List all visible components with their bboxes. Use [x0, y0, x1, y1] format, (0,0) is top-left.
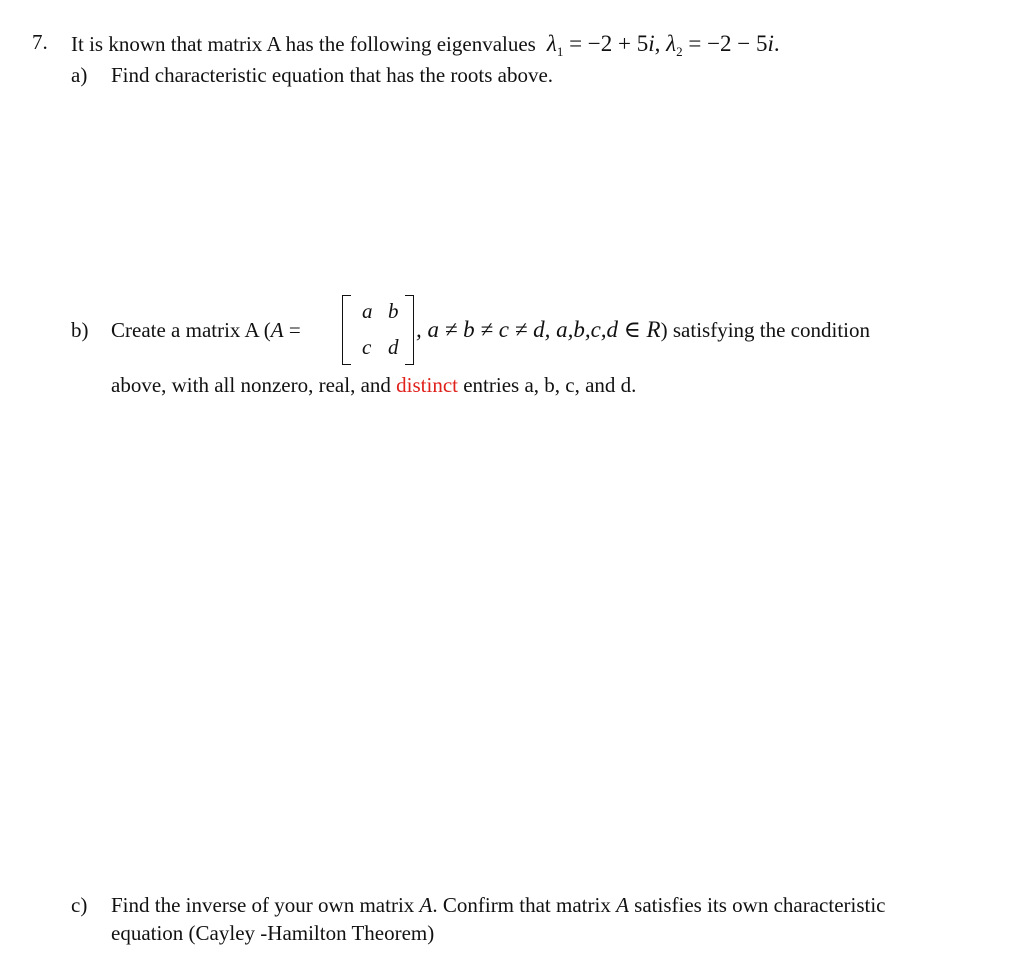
- matrix-cell-b: b: [388, 299, 399, 323]
- lambda-symbol-1: λ: [546, 31, 557, 56]
- question-intro-text: It is known that matrix A has the following eigenvalues: [71, 32, 536, 56]
- matrix-equals: =: [283, 318, 301, 342]
- part-c-a-var-2: A: [616, 893, 629, 917]
- question-intro-line: [71, 30, 780, 60]
- part-b-text-start: Create a matrix A (: [111, 318, 271, 342]
- part-c-label: c): [71, 893, 88, 917]
- matrix-cell-c: c: [362, 335, 372, 359]
- matrix-cell-a: a: [362, 299, 373, 323]
- matrix-right-bracket: [405, 295, 414, 365]
- eigenvalue-1: [541, 31, 780, 59]
- part-b-text-end: ) satisfying the condition: [660, 318, 871, 342]
- matrix-cell-d: d: [388, 335, 399, 359]
- lambda-symbol-2: λ: [666, 31, 677, 56]
- question-number: 7.: [32, 30, 48, 54]
- part-c-line1-end: satisfies its own characteristic: [628, 893, 886, 917]
- part-c-a-var-1: A: [419, 893, 433, 917]
- part-b-line1-end: [416, 316, 870, 344]
- matrix-abcd: [342, 295, 414, 365]
- part-b-line2-start: above, with all nonzero, real, and: [111, 373, 397, 397]
- lambda-subscript-1: 1: [556, 44, 564, 59]
- distinct-condition: , a ≠ b ≠ c ≠ d, a,b,c,d ∈ R: [416, 317, 661, 342]
- eigenvalue-separator: ,: [654, 31, 667, 56]
- part-b-line2: [111, 373, 636, 398]
- part-b-label: b): [71, 318, 89, 342]
- matrix-a-var: A: [270, 318, 284, 342]
- part-a-label: a): [71, 63, 88, 87]
- matrix-left-bracket: [342, 295, 351, 365]
- part-c-line1: [111, 893, 886, 918]
- part-c-line1-start: Find the inverse of your own matrix: [111, 893, 420, 917]
- lambda-subscript-2: 2: [676, 44, 683, 59]
- distinct-highlight: distinct: [396, 373, 458, 397]
- part-c-line1-mid: . Confirm that matrix: [432, 893, 617, 917]
- part-a-text: Find characteristic equation that has the roots above.: [111, 63, 554, 87]
- part-b-line1-start: [111, 318, 301, 343]
- imaginary-unit-1: i: [648, 31, 655, 56]
- eigenvalue-1-value: = −2 + 5: [563, 31, 649, 56]
- eigenvalue-2-value: = −2 − 5: [682, 31, 768, 56]
- imaginary-unit-2: i: [767, 31, 774, 56]
- sentence-end: .: [773, 31, 780, 56]
- part-b-line2-end: entries a, b, c, and d.: [457, 373, 637, 397]
- part-c-line2: equation (Cayley -Hamilton Theorem): [111, 921, 435, 945]
